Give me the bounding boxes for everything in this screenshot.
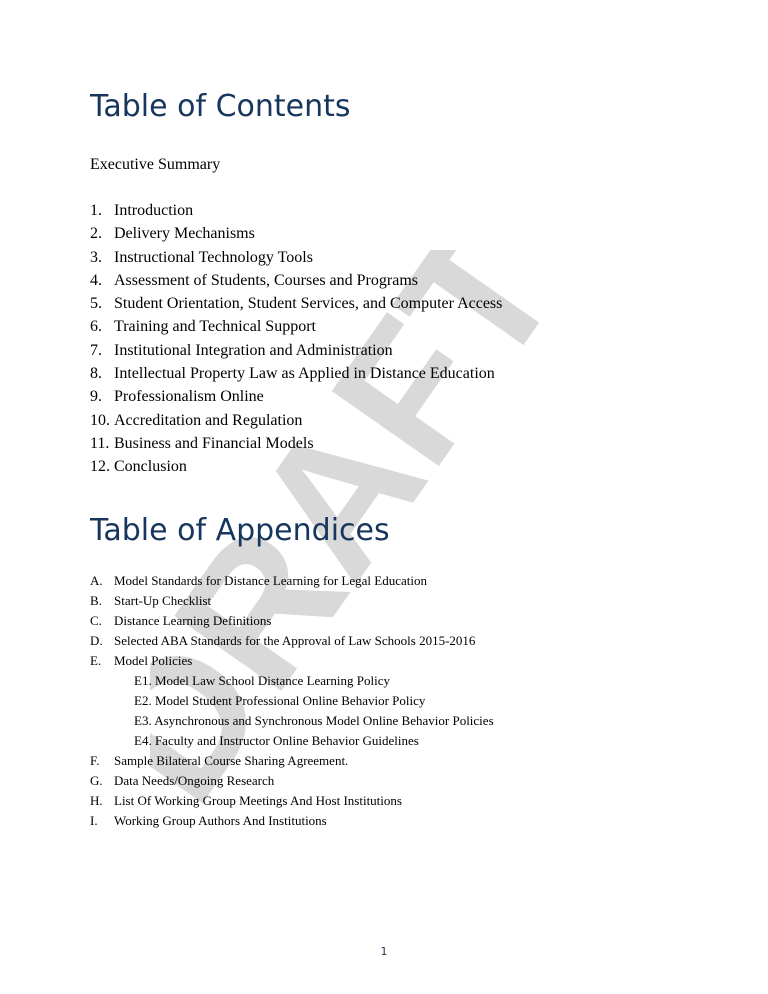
toc-item-number: 9. <box>90 388 102 406</box>
page-number: 1 <box>380 945 388 958</box>
appendix-item-label: Selected ABA Standards for the Approval of Law Schools 2015-2016 <box>114 633 476 648</box>
toc-item-label: Instructional Technology Tools <box>114 248 313 266</box>
toc-heading: Table of Contents <box>90 89 351 124</box>
toc-item-number: 12. <box>90 458 110 476</box>
appendix-item <box>90 813 494 833</box>
appendix-item <box>90 573 494 593</box>
appendix-item-letter: C. <box>90 613 102 628</box>
toc-item <box>90 317 502 340</box>
appendix-item-label: Sample Bilateral Course Sharing Agreement. <box>114 753 349 768</box>
toc-item-label: Conclusion <box>114 458 187 476</box>
toc-item-label: Assessment of Students, Courses and Programs <box>114 271 418 289</box>
toc-item-number: 10. <box>90 411 110 429</box>
toc-item-label: Intellectual Property Law as Applied in Distance Education <box>114 365 495 383</box>
appendix-item-letter: I. <box>90 813 98 828</box>
appendix-subitem-label: E4. Faculty and Instructor Online Behavior Guidelines <box>134 733 419 748</box>
appendices-heading: Table of Appendices <box>90 513 390 548</box>
toc-item <box>90 387 502 410</box>
appendix-item <box>90 793 494 813</box>
toc-item <box>90 364 502 387</box>
appendix-item-label: Working Group Authors And Institutions <box>114 813 327 828</box>
appendix-item <box>90 753 494 773</box>
appendix-subitem-label: E2. Model Student Professional Online Behavior Policy <box>134 693 426 708</box>
appendix-item-label: Start-Up Checklist <box>114 593 212 608</box>
appendix-item <box>90 653 494 673</box>
toc-item-number: 2. <box>90 225 102 243</box>
toc-item-number: 11. <box>90 434 110 452</box>
toc-item-number: 8. <box>90 365 102 383</box>
appendix-item <box>90 633 494 653</box>
toc-item <box>90 411 502 434</box>
toc-item-label: Introduction <box>114 202 194 219</box>
toc-item <box>90 341 502 364</box>
appendix-subitem <box>90 693 494 713</box>
toc-item <box>90 248 502 271</box>
toc-item-number: 3. <box>90 248 102 266</box>
appendix-item-label: Model Standards for Distance Learning for Legal Education <box>114 573 427 588</box>
toc-item <box>90 271 502 294</box>
appendix-item-letter: B. <box>90 593 102 608</box>
appendix-item <box>90 613 494 633</box>
toc-item-label: Professionalism Online <box>114 388 264 406</box>
toc-item <box>90 457 502 480</box>
toc-item-number: 7. <box>90 341 102 359</box>
toc-item-number: 6. <box>90 318 102 336</box>
appendices-list <box>90 573 494 833</box>
appendix-item-label: List Of Working Group Meetings And Host Institutions <box>114 793 402 808</box>
appendix-item-label: Distance Learning Definitions <box>114 613 272 628</box>
appendix-item-label: Model Policies <box>114 653 193 668</box>
appendix-subitem <box>90 733 494 753</box>
appendix-subitem-label: E1. Model Law School Distance Learning Policy <box>134 673 390 688</box>
toc-item-number: 4. <box>90 271 102 289</box>
executive-summary-entry: Executive Summary <box>90 156 221 173</box>
toc-item-number: 5. <box>90 295 102 313</box>
appendix-item <box>90 593 494 613</box>
toc-item <box>90 224 502 247</box>
toc-item-label: Delivery Mechanisms <box>114 225 255 243</box>
appendix-item <box>90 773 494 793</box>
draft-watermark-text: DRAFT <box>150 250 599 810</box>
appendix-subitem <box>90 673 494 693</box>
toc-item <box>90 294 502 317</box>
appendix-subitem-label: E3. Asynchronous and Synchronous Model Online Behavior Policies <box>134 713 494 728</box>
appendix-item-letter: F. <box>90 753 100 768</box>
toc-item-label: Training and Technical Support <box>114 318 316 336</box>
appendix-item-letter: H. <box>90 793 103 808</box>
toc-item-label: Student Orientation, Student Services, and Computer Access <box>114 295 503 313</box>
toc-item <box>90 434 502 457</box>
toc-item-label: Institutional Integration and Administration <box>114 341 393 359</box>
appendix-item-letter: E. <box>90 653 102 668</box>
toc-item <box>90 201 502 224</box>
appendix-item-letter: A. <box>90 573 103 588</box>
toc-list <box>90 201 502 481</box>
toc-item-label: Business and Financial Models <box>114 434 314 452</box>
toc-item-label: Accreditation and Regulation <box>114 411 303 429</box>
appendix-item-letter: D. <box>90 633 103 648</box>
appendix-item-label: Data Needs/Ongoing Research <box>114 773 275 788</box>
appendix-item-letter: G. <box>90 773 103 788</box>
appendix-subitem <box>90 713 494 733</box>
toc-item-number: 1. <box>90 202 102 219</box>
